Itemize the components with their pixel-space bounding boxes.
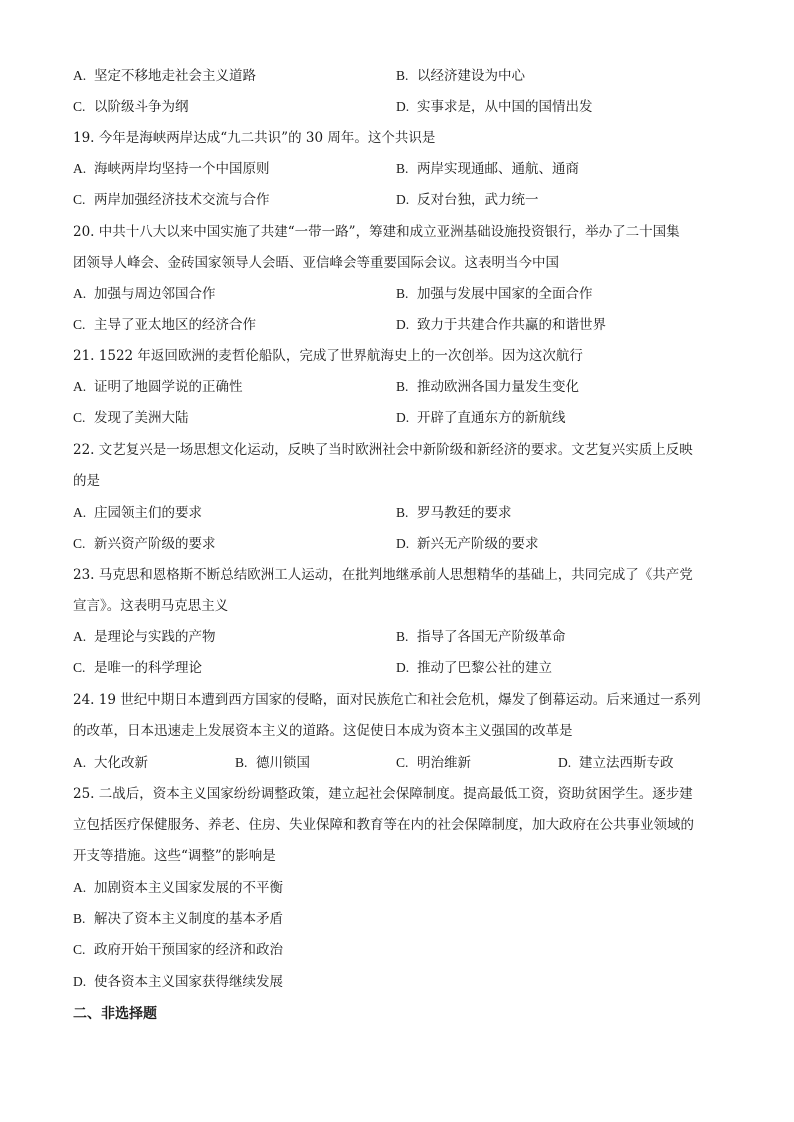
option-letter: D. bbox=[396, 410, 410, 426]
answer-option bbox=[73, 190, 270, 210]
option-text: 证明了地圆学说的正确性 bbox=[94, 379, 243, 395]
answer-option bbox=[396, 97, 593, 117]
option-letter: A. bbox=[73, 68, 87, 83]
option-text: 发现了美洲大陆 bbox=[94, 410, 189, 427]
option-text: 加强与发展中国家的全面合作 bbox=[417, 286, 593, 302]
answer-option bbox=[396, 534, 539, 554]
question-stem: 19. 今年是海峡两岸达成“九二共识”的 30 周年。这个共识是 bbox=[73, 130, 436, 146]
option-text: 新兴资产阶级的要求 bbox=[94, 536, 216, 553]
option-text: 以经济建设为中心 bbox=[417, 68, 525, 84]
option-letter: A. bbox=[73, 286, 87, 301]
answer-option bbox=[396, 503, 512, 523]
option-text: 开辟了直通东方的新航线 bbox=[417, 410, 566, 427]
option-text: 是理论与实践的产物 bbox=[94, 629, 216, 645]
option-text: 政府开始干预国家的经济和政治 bbox=[94, 942, 283, 959]
answer-option bbox=[396, 408, 566, 428]
option-letter: D. bbox=[396, 99, 410, 115]
answer-option bbox=[396, 284, 593, 304]
answer-option bbox=[73, 284, 216, 304]
answer-option bbox=[73, 972, 283, 992]
option-letter: B. bbox=[396, 379, 409, 394]
answer-option bbox=[396, 377, 579, 397]
option-letter: A. bbox=[73, 880, 87, 895]
option-text: 主导了亚太地区的经济合作 bbox=[94, 317, 256, 334]
option-letter: A. bbox=[73, 629, 87, 644]
option-text: 解决了资本主义制度的基本矛盾 bbox=[94, 911, 283, 928]
option-text: 致力于共建合作共赢的和谐世界 bbox=[417, 317, 606, 334]
option-text: 建立法西斯专政 bbox=[579, 755, 674, 771]
answer-option bbox=[73, 315, 256, 335]
option-text: 推动欧洲各国力量发生变化 bbox=[417, 379, 579, 395]
option-letter: A. bbox=[73, 379, 87, 394]
question-stem: 23. 马克思和恩格斯不断总结欧洲工人运动，在批判地继承前人思想精华的基础上，共同完成了《共产党 bbox=[73, 567, 693, 583]
answer-option bbox=[73, 159, 270, 179]
option-letter: D. bbox=[73, 973, 87, 989]
answer-option bbox=[73, 627, 216, 647]
answer-option bbox=[73, 658, 202, 678]
question-stem: 的是 bbox=[73, 473, 100, 490]
answer-option bbox=[396, 315, 606, 335]
option-text: 两岸加强经济技术交流与合作 bbox=[94, 192, 270, 209]
option-letter: C. bbox=[73, 660, 86, 676]
option-text: 指导了各国无产阶级革命 bbox=[417, 629, 566, 645]
option-letter: B. bbox=[396, 161, 409, 176]
option-letter: C. bbox=[396, 755, 409, 770]
answer-option bbox=[396, 190, 539, 210]
answer-option bbox=[73, 909, 283, 929]
option-text: 推动了巴黎公社的建立 bbox=[417, 660, 552, 677]
answer-option bbox=[558, 753, 674, 773]
option-text: 实事求是，从中国的国情出发 bbox=[417, 99, 593, 116]
answer-option bbox=[73, 503, 202, 523]
question-stem: 24. 19 世纪中期日本遭到西方国家的侵略，面对民族危亡和社会危机，爆发了倒幕运动。后来通过一系列 bbox=[73, 692, 701, 708]
question-stem: 20. 中共十八大以来中国实施了共建“一带一路”，筹建和成立亚洲基础设施投资银行，举办了二十国集 bbox=[73, 224, 680, 240]
answer-option bbox=[73, 66, 256, 86]
option-letter: B. bbox=[235, 755, 248, 770]
question-stem: 开支等措施。这些“调整”的影响是 bbox=[73, 848, 276, 865]
option-text: 使各资本主义国家获得继续发展 bbox=[94, 973, 283, 990]
question-stem: 21. 1522 年返回欧洲的麦哲伦船队，完成了世界航海史上的一次创举。因为这次航行 bbox=[73, 348, 583, 364]
question-stem: 的改革，日本迅速走上发展资本主义的道路。这促使日本成为资本主义强国的改革是 bbox=[73, 723, 573, 740]
option-letter: D. bbox=[396, 660, 410, 676]
question-stem: 宣言》。这表明马克思主义 bbox=[73, 598, 229, 615]
answer-option bbox=[73, 878, 283, 898]
section-heading: 二、非选择题 bbox=[73, 1006, 157, 1022]
option-letter: C. bbox=[73, 317, 86, 333]
option-text: 明治维新 bbox=[417, 755, 471, 771]
question-stem: 25. 二战后，资本主义国家纷纷调整政策，建立起社会保障制度。提高最低工资，资助贫困学生。逐步建 bbox=[73, 786, 693, 802]
option-text: 以阶级斗争为纲 bbox=[94, 99, 189, 116]
answer-option bbox=[396, 627, 566, 647]
option-text: 罗马教廷的要求 bbox=[417, 505, 512, 521]
answer-option bbox=[396, 753, 471, 773]
answer-option bbox=[396, 66, 525, 86]
option-letter: B. bbox=[73, 911, 86, 927]
option-text: 坚定不移地走社会主义道路 bbox=[94, 68, 256, 84]
option-text: 是唯一的科学理论 bbox=[94, 660, 202, 677]
option-letter: C. bbox=[73, 942, 86, 958]
answer-option bbox=[396, 159, 579, 179]
option-letter: C. bbox=[73, 410, 86, 426]
option-letter: B. bbox=[396, 505, 409, 520]
question-stem: 22. 文艺复兴是一场思想文化运动，反映了当时欧洲社会中新阶级和新经济的要求。文艺复兴实质上反映 bbox=[73, 442, 693, 458]
answer-option bbox=[73, 408, 189, 428]
option-letter: A. bbox=[73, 755, 87, 770]
option-text: 庄园领主们的要求 bbox=[94, 505, 202, 521]
option-letter: A. bbox=[73, 161, 87, 176]
option-letter: D. bbox=[396, 192, 410, 208]
option-letter: B. bbox=[396, 68, 409, 83]
option-text: 大化改新 bbox=[94, 755, 148, 771]
option-letter: C. bbox=[73, 536, 86, 552]
answer-option bbox=[73, 97, 189, 117]
answer-option bbox=[73, 377, 243, 397]
option-letter: C. bbox=[73, 192, 86, 208]
option-letter: B. bbox=[396, 286, 409, 301]
question-stem: 立包括医疗保健服务、养老、住房、失业保障和教育等在内的社会保障制度，加大政府在公共事业领域的 bbox=[73, 817, 694, 834]
option-letter: A. bbox=[73, 505, 87, 520]
answer-option bbox=[73, 534, 216, 554]
answer-option bbox=[73, 753, 148, 773]
answer-option bbox=[396, 658, 552, 678]
answer-option bbox=[73, 940, 283, 960]
option-letter: B. bbox=[396, 629, 409, 644]
option-text: 加强与周边邻国合作 bbox=[94, 286, 216, 302]
option-letter: C. bbox=[73, 99, 86, 115]
question-stem: 团领导人峰会、金砖国家领导人会晤、亚信峰会等重要国际会议。这表明当今中国 bbox=[73, 255, 559, 272]
option-text: 新兴无产阶级的要求 bbox=[417, 536, 539, 553]
option-letter: D. bbox=[396, 536, 410, 552]
option-letter: D. bbox=[558, 755, 572, 770]
option-text: 海峡两岸均坚持一个中国原则 bbox=[94, 161, 270, 177]
option-text: 反对台独，武力统一 bbox=[417, 192, 539, 209]
option-text: 德川锁国 bbox=[256, 755, 310, 771]
option-letter: D. bbox=[396, 317, 410, 333]
option-text: 加剧资本主义国家发展的不平衡 bbox=[94, 880, 283, 896]
answer-option bbox=[235, 753, 310, 773]
option-text: 两岸实现通邮、通航、通商 bbox=[417, 161, 579, 177]
